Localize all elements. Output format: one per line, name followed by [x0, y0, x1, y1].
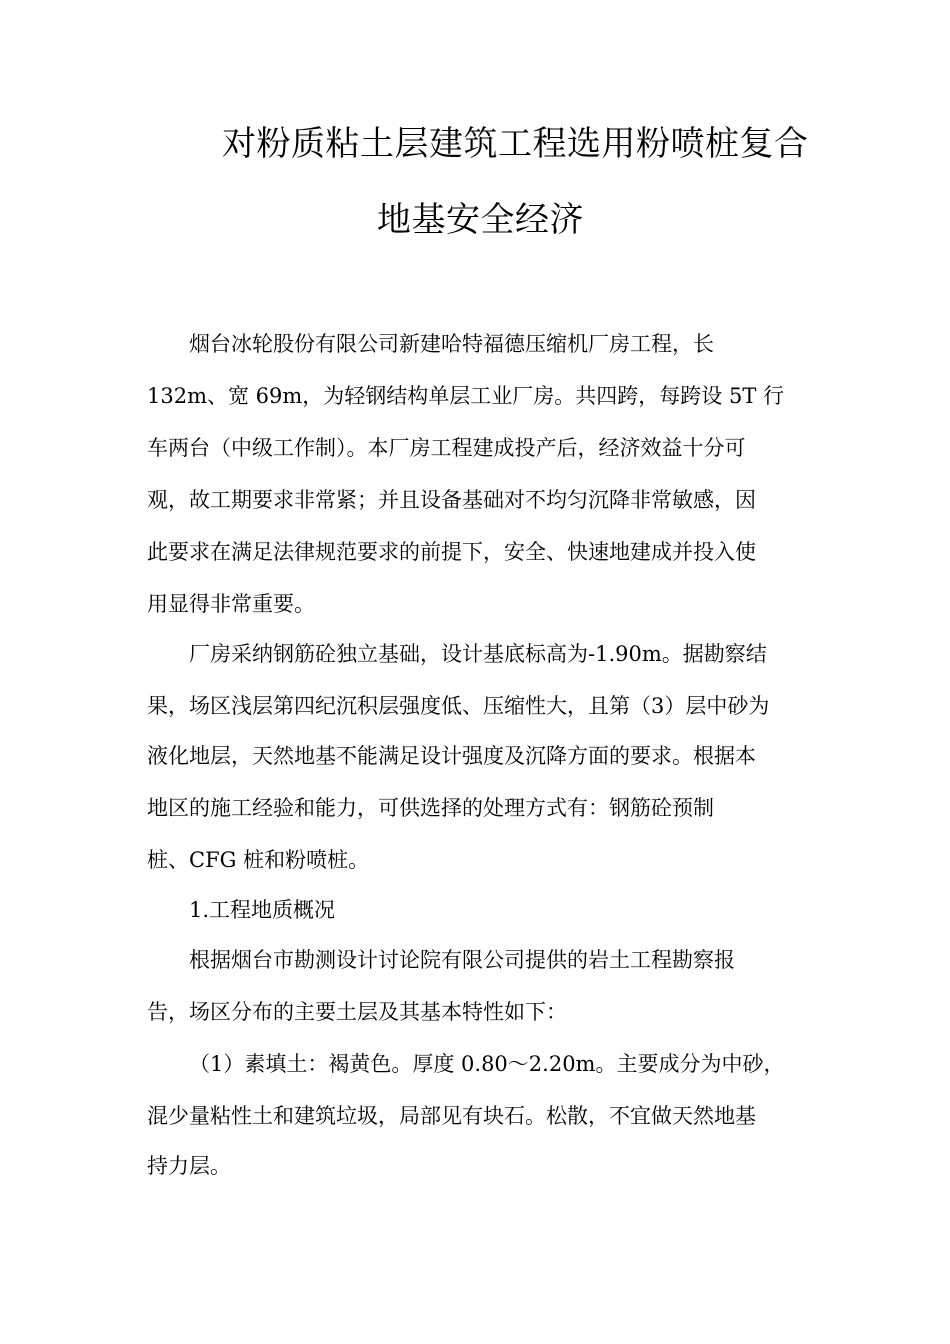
text-line: 观，故工期要求非常紧；并且设备基础对不均匀沉降非常敏感，因: [147, 488, 756, 512]
text-line: 液化地层，天然地基不能满足设计强度及沉降方面的要求。根据本: [147, 744, 756, 768]
text-line: 告，场区分布的主要土层及其基本特性如下：: [147, 1000, 567, 1024]
document-title-line-1: 对粉质粘土层建筑工程选用粉喷桩复合: [222, 124, 809, 164]
text-line: 地区的施工经验和能力，可供选择的处理方式有：钢筋砼预制: [147, 796, 714, 820]
text-line: 此要求在满足法律规范要求的前提下，安全、快速地建成并投入使: [147, 540, 756, 564]
text-line: 持力层。: [147, 1154, 231, 1178]
section-heading: 1.工程地质概况: [189, 898, 336, 922]
text-line: 厂房采纳钢筋砼独立基础，设计基底标高为-1.90m。据勘察结: [189, 642, 767, 666]
text-line: 果，场区浅层第四纪沉积层强度低、压缩性大，且第（3）层中砂为: [147, 694, 770, 718]
document-title-line-2: 地基安全经济: [377, 200, 584, 240]
text-line: 烟台冰轮股份有限公司新建哈特福德压缩机厂房工程，长: [189, 332, 714, 356]
text-line: 混少量粘性土和建筑垃圾，局部见有块石。松散，不宜做天然地基: [147, 1104, 756, 1128]
text-line: （1）素填土：褐黄色。厚度 0.80～2.20m。主要成分为中砂，: [189, 1052, 785, 1076]
text-line: 桩、CFG 桩和粉喷桩。: [147, 848, 370, 872]
text-line: 根据烟台市勘测设计讨论院有限公司提供的岩土工程勘察报: [189, 948, 735, 972]
text-line: 132m、宽 69m，为轻钢结构单层工业厂房。共四跨，每跨设 5T 行: [147, 384, 785, 408]
text-line: 车两台（中级工作制）。本厂房工程建成投产后，经济效益十分可: [147, 436, 746, 460]
text-line: 用显得非常重要。: [147, 592, 315, 616]
